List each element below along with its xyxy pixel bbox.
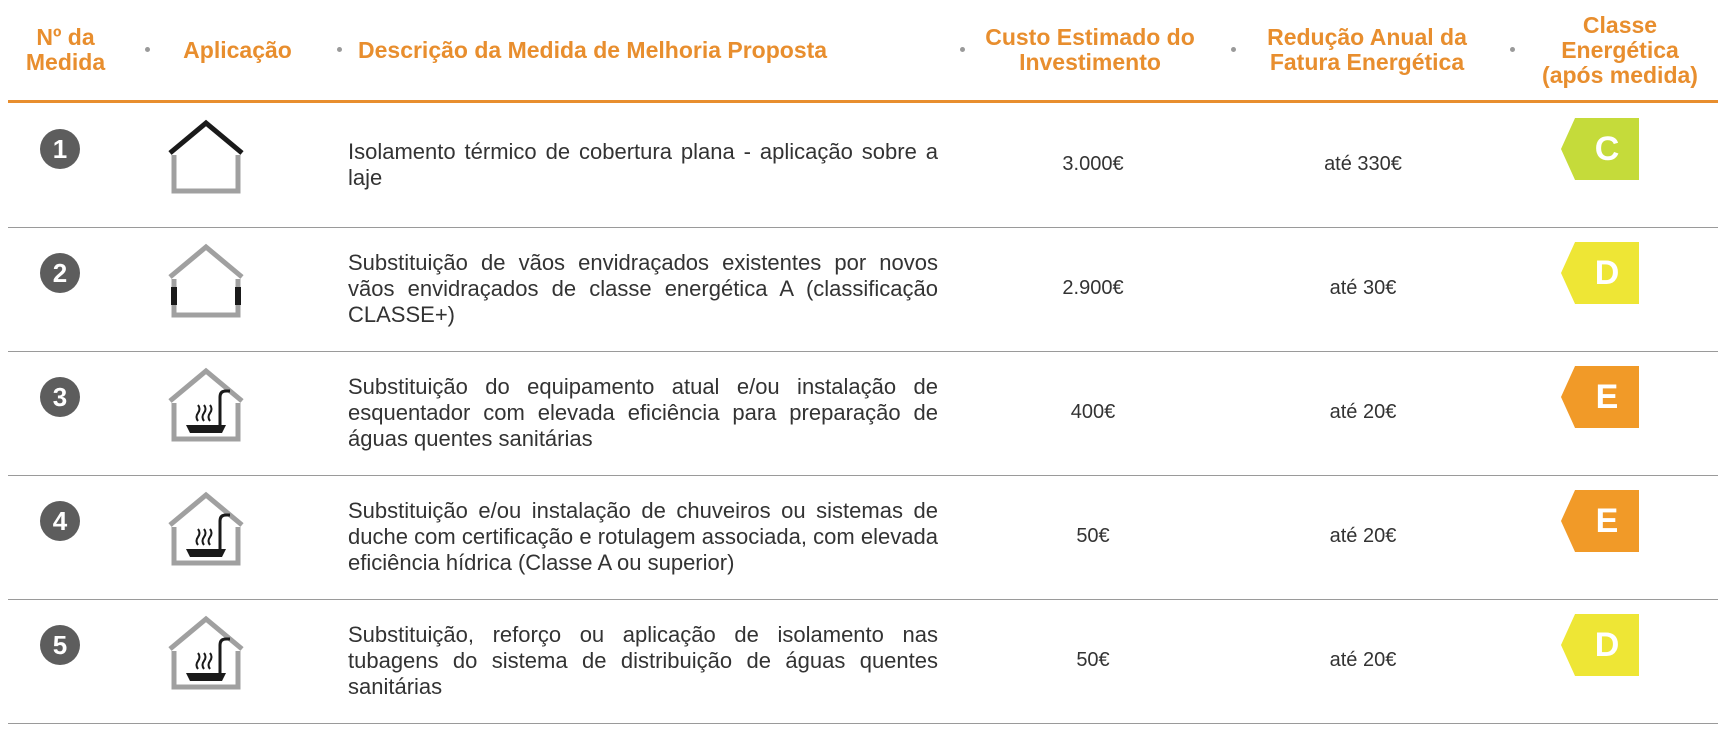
measure-description bbox=[348, 478, 938, 596]
energy-class-badge bbox=[1561, 614, 1639, 676]
measure-description bbox=[348, 106, 938, 224]
header-separator bbox=[337, 47, 342, 52]
investment-cost: 50€ bbox=[1076, 649, 1110, 671]
header-description: Descrição da Medida de Melhoria Proposta bbox=[358, 36, 828, 63]
measure-number-badge: 2 bbox=[40, 253, 80, 293]
measure-description-text: Substituição do equipamento atual e/ou instalação de esquentador com elevada eficiência para preparação de águas quentes sanitárias bbox=[348, 374, 938, 451]
header-separator bbox=[145, 47, 150, 52]
annual-saving: até 20€ bbox=[1329, 525, 1397, 547]
annual-saving: até 30€ bbox=[1329, 277, 1397, 299]
measure-description-text: Substituição, reforço ou aplicação de isolamento nas tubagens do sistema de distribuição de águas quentes sanitárias bbox=[348, 622, 938, 699]
energy-class-badge bbox=[1561, 118, 1639, 180]
table-header bbox=[0, 0, 1725, 100]
house-roof-icon bbox=[166, 119, 246, 195]
energy-class-badge bbox=[1561, 490, 1639, 552]
house-hot-water-icon bbox=[166, 615, 246, 691]
measure-description-text: Isolamento térmico de cobertura plana - aplicação sobre a laje bbox=[348, 139, 938, 190]
header-number: Nº da Medida bbox=[25, 24, 106, 75]
measure-number-badge: 4 bbox=[40, 501, 80, 541]
header-separator bbox=[1231, 47, 1236, 52]
header-cost: Custo Estimado do Investimento bbox=[985, 24, 1195, 75]
energy-class-letter: C bbox=[1594, 129, 1620, 168]
energy-class-badge bbox=[1561, 366, 1639, 428]
header-separator bbox=[1510, 47, 1515, 52]
energy-class-letter: D bbox=[1594, 625, 1620, 664]
table-row bbox=[8, 352, 1718, 476]
header-rule bbox=[8, 100, 1718, 103]
header-application: Aplicação bbox=[183, 36, 292, 63]
header-class: Classe Energética (após medida) bbox=[1542, 11, 1698, 88]
measure-description bbox=[348, 230, 938, 348]
energy-class-letter: D bbox=[1594, 253, 1620, 292]
house-windows-icon bbox=[166, 243, 246, 319]
investment-cost: 50€ bbox=[1076, 525, 1110, 547]
measure-description-text: Substituição e/ou instalação de chuveiros ou sistemas de duche com certificação e rotulagem associada, com elevada eficiência hídrica (Classe A ou superior) bbox=[348, 498, 938, 575]
house-hot-water-icon bbox=[166, 367, 246, 443]
measure-number-badge: 1 bbox=[40, 129, 80, 169]
investment-cost: 3.000€ bbox=[1062, 153, 1124, 175]
investment-cost: 2.900€ bbox=[1062, 277, 1124, 299]
house-hot-water-icon bbox=[166, 491, 246, 567]
annual-saving: até 20€ bbox=[1329, 649, 1397, 671]
table-row bbox=[8, 476, 1718, 600]
measure-description-text: Substituição de vãos envidraçados existentes por novos vãos envidraçados de classe energética A (classificação CLASSE+) bbox=[348, 250, 938, 327]
table-row bbox=[8, 600, 1718, 724]
annual-saving: até 20€ bbox=[1329, 401, 1397, 423]
energy-class-letter: E bbox=[1595, 377, 1619, 416]
measure-number-badge: 3 bbox=[40, 377, 80, 417]
energy-class-badge bbox=[1561, 242, 1639, 304]
energy-class-letter: E bbox=[1595, 501, 1619, 540]
measure-description bbox=[348, 602, 938, 720]
annual-saving: até 330€ bbox=[1324, 153, 1402, 175]
table-row bbox=[8, 104, 1718, 228]
table-row bbox=[8, 228, 1718, 352]
measure-number-badge: 5 bbox=[40, 625, 80, 665]
investment-cost: 400€ bbox=[1070, 401, 1116, 423]
header-saving: Redução Anual da Fatura Energética bbox=[1267, 24, 1467, 75]
header-separator bbox=[960, 47, 965, 52]
measure-description bbox=[348, 354, 938, 472]
